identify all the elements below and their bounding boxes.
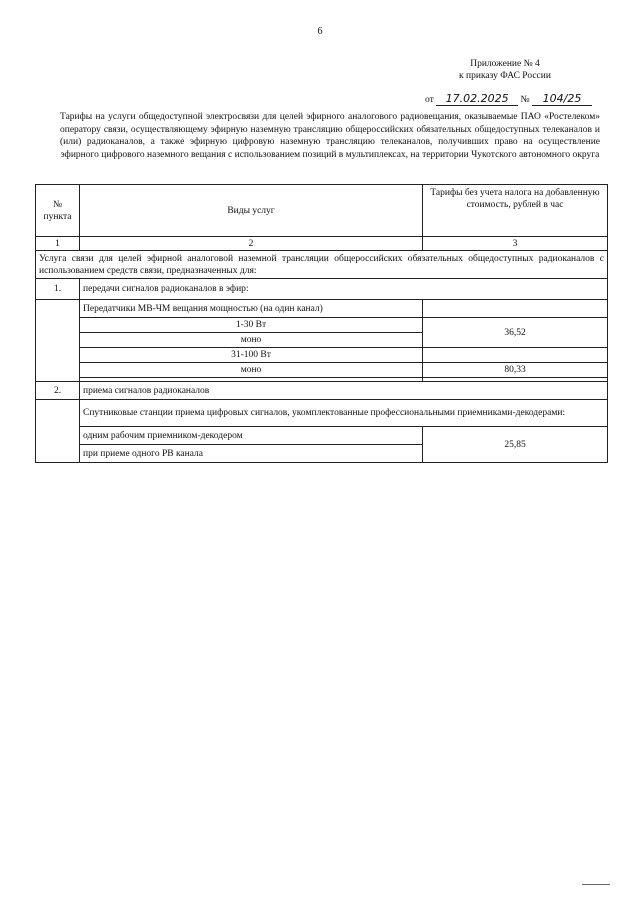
item1-mono-2: моно [80,363,423,378]
item2-empty-cell [36,400,80,463]
item1-empty-cell [36,300,80,382]
header-services: Виды услуг [80,185,423,237]
table-row [36,318,608,333]
item1-subtitle-tariff [423,300,608,318]
header-item-number: № пункта [36,185,80,237]
order-date-number-line [425,92,592,106]
order-from-label: от [425,95,434,105]
item1-title: передачи сигналов радиоканалов в эфир: [80,279,608,300]
table-row [36,348,608,363]
order-number-sign: № [520,95,530,105]
appendix-title: Приложение № 4 [470,59,540,69]
page-number: 6 [317,26,323,37]
appendix-order-reference: к приказу ФАС России [459,71,551,81]
header-tariff: Тарифы без учета налога на добавленную стоимость, рублей в час [423,185,608,237]
table-row [36,363,608,378]
item1-number: 1. [36,279,80,300]
item1-mono-1: моно [80,333,423,348]
table-header-row [36,185,608,237]
table-row [36,382,608,400]
table-row [36,427,608,445]
column-number-2: 2 [80,237,423,251]
order-number: 104/25 [532,92,592,106]
column-number-1: 1 [36,237,80,251]
item1-price-31-100: 80,33 [423,363,608,378]
section-title-row [36,251,608,279]
scan-artifact-line [582,884,610,885]
item1-power-31-100-tariff [423,348,608,363]
item2-number: 2. [36,382,80,400]
item2-price: 25,85 [423,427,608,463]
order-date: 17.02.2025 [436,92,518,106]
column-number-3: 3 [423,237,608,251]
item1-power-1-30: 1-30 Вт [80,318,423,333]
document-heading: Тарифы на услуги общедоступной электросвязи для целей эфирного аналогового радиовещания, оказываемые ПАО «Ростелеком» оператору связи, осуществляющему эфирную наземную трансляцию общероссийских обязательных общедоступных телеканалов и (или) радиоканалов, а также эфирную цифровую наземную трансляцию телеканалов, получивших право на осуществление эфирного цифрового наземного вещания с использованием позиций в мультиплексах, на территории Чукотского автономного округа [60,112,600,160]
table-row [36,300,608,318]
table-row [36,400,608,427]
item1-power-31-100: 31-100 Вт [80,348,423,363]
tariffs-table [35,184,608,463]
table-row [36,279,608,300]
item2-receiver: одним рабочим приемником-декодером [80,427,423,445]
item1-subtitle: Передатчики МВ-ЧМ вещания мощностью (на один канал) [80,300,423,318]
column-numbers-row [36,237,608,251]
item2-subtitle: Спутниковые станции приема цифровых сигналов, укомплектованные профессиональными приемниками-декодерами: [80,400,608,427]
item1-price-1-30: 36,52 [423,318,608,348]
appendix-block [430,58,580,82]
item2-title: приема сигналов радиоканалов [80,382,608,400]
section-title: Услуга связи для целей эфирной аналоговой наземной трансляции общероссийских обязательных общедоступных радиоканалов с использованием средств связи, предназначенных для: [36,251,608,279]
item2-channel: при приеме одного РВ канала [80,445,423,463]
